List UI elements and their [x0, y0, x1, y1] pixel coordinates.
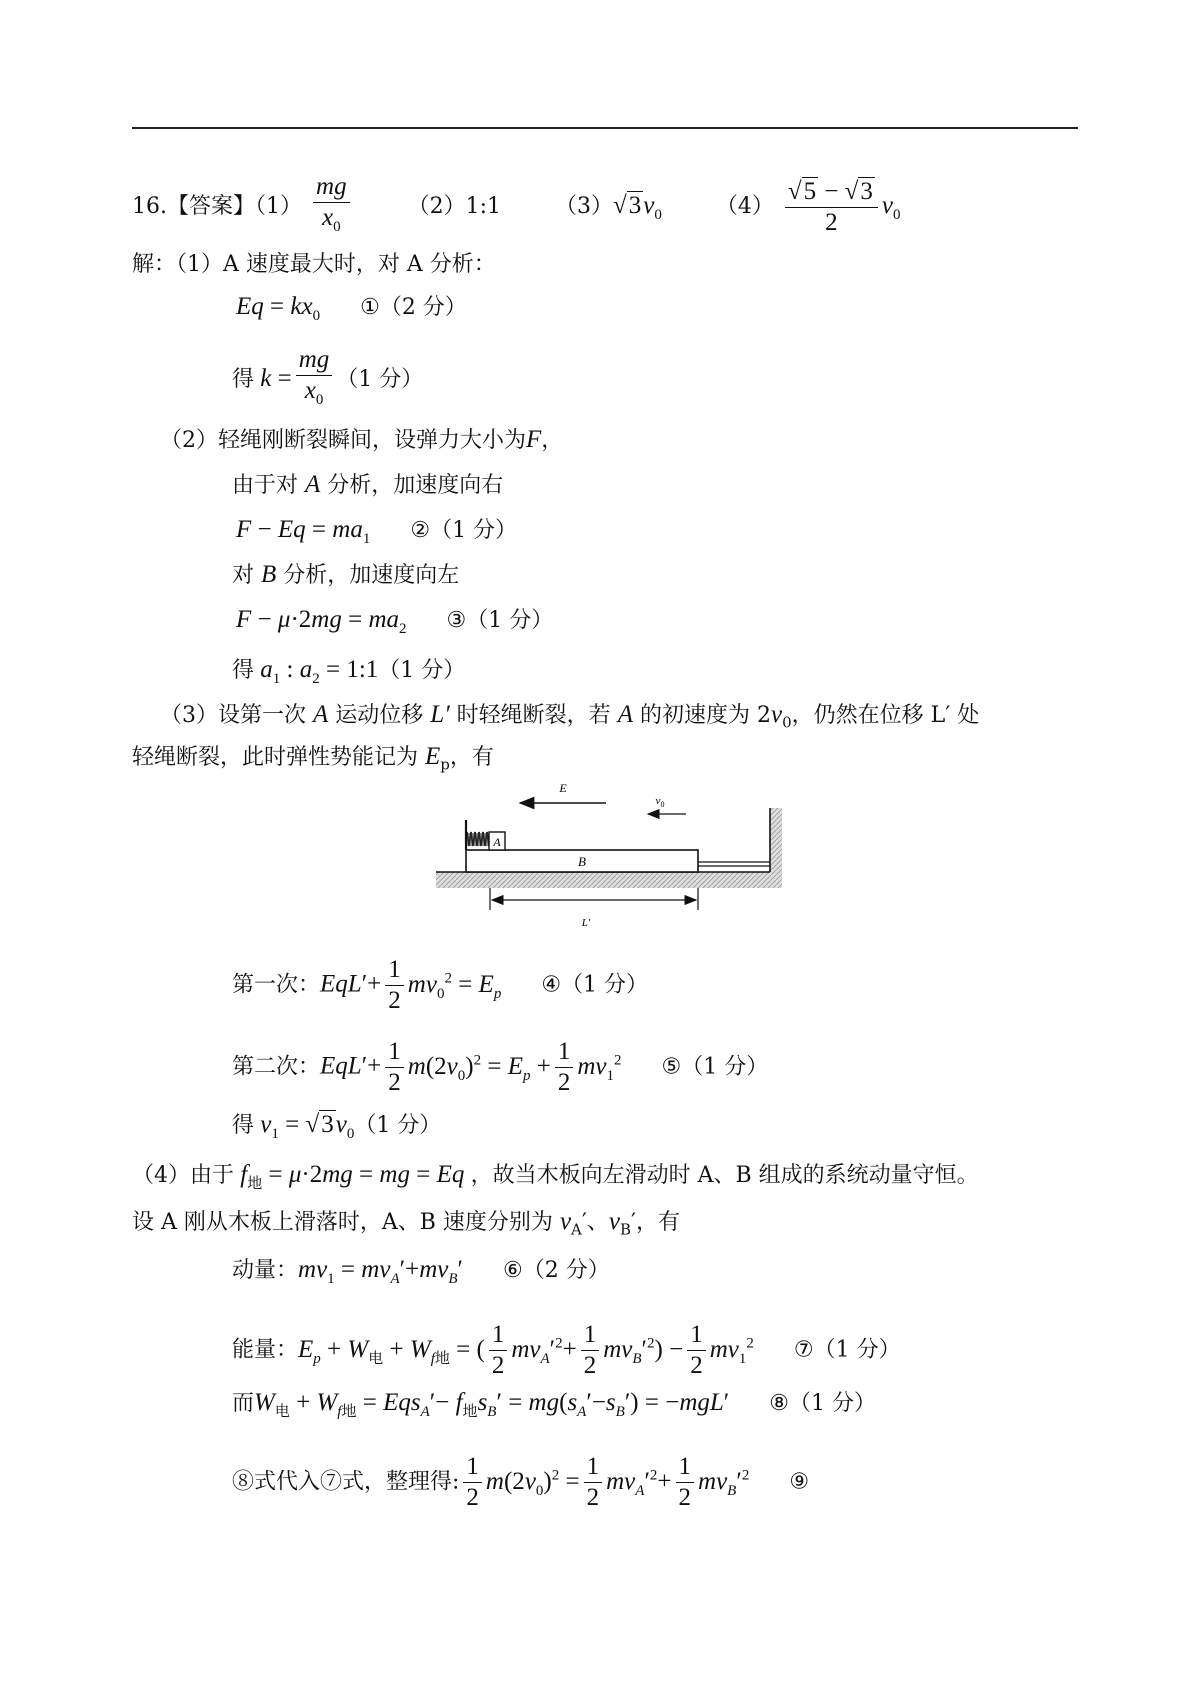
equation-ratio: 得 $a_1$ : $a_2$ = 1:1（1 分）: [232, 656, 466, 687]
part2-line1: （2）轻绳刚断裂瞬间，设弹力大小为F，: [160, 426, 564, 453]
header-rule: [132, 127, 1078, 129]
equation-8: 而$W_电 + W_{f地} = Eqs_A'- f_地s_B' = mg(s_A'-s_B') = -mgL'$ ⑧（1 分）: [232, 1389, 876, 1420]
label-l: L′: [581, 917, 591, 928]
equation-3: $F - \mu\cdot 2mg = ma_2$ ③（1 分）: [236, 606, 554, 637]
label-v0: $v_0$: [655, 795, 665, 809]
answer-3: $√3v_0$: [612, 192, 662, 223]
part4-line1: （4）由于 $f_地 = \mu\cdot 2mg$ = mg = Eq ，故当木板向左滑动时 A、B 组成的系统动量守恒。: [132, 1161, 979, 1192]
ground: [436, 872, 770, 888]
equation-7: 能量：$E_p + W_电 + W_{f地}$ = ( $\frac{1}{2}$ $mv_A'^2+$ $\frac{1}{2}$ $mv_B'^2$) − $\frac{1}{2}$ $mv_1^2$ ⑦（1 分）: [232, 1321, 901, 1379]
part3-line1: （3）设第一次 A 运动位移 L′ 时轻绳断裂，若 A 的初速度为 $2v_0$，仍然在位移 L′ 处: [160, 701, 980, 732]
answer-line: 16.【答案】（1） $\frac{mg}{x_0}$ （2）1:1 $(3)√3v_0$ （4） $\frac{√5 - √3}{2}$ $v_0$: [132, 172, 901, 242]
equation-2: $F - Eq = ma_1$ ②（1 分）: [236, 516, 518, 547]
equation-5: 第二次：EqL′+ $\frac{1}{2}$ $m(2v_0)^2 = E_p$ + $\frac{1}{2}$ $mv_1^2$ ⑤（1 分）: [232, 1038, 769, 1096]
equation-6: 动量：$mv_1 = mv_A'+mv_B'$ ⑥（2 分）: [232, 1256, 610, 1287]
right-wall: [770, 808, 782, 888]
part3-line2: 轻绳断裂，此时弹性势能记为 $E_p$，有: [132, 743, 494, 774]
equation-v1: 得 $v_1 = √3v_0(1$ 分）: [232, 1111, 442, 1142]
equation-k: 得 k = $\frac{mg}{x_0}$ （1 分）: [232, 346, 424, 408]
equation-1: $Eq = kx_0$ ①（2 分）: [236, 293, 467, 324]
part4-line2: 设 A 刚从木板上滑落时，A、B 速度分别为 $v_A'$、$v_B'$，有: [132, 1208, 681, 1239]
part2-line2: 由于对 A 分析，加速度向右: [232, 471, 504, 498]
equation-9: ⑧式代入⑦式，整理得: $\frac{1}{2}$ $m(2v_0)^2$ = $\frac{1}{2}$ $mv_A'^2+$ $\frac{1}{2}$ $mv_B'^2$ ⑨: [232, 1453, 810, 1511]
solution-intro: 解：（1）A 速度最大时，对 A 分析：: [132, 252, 496, 277]
spring: [467, 832, 489, 846]
equation-4: 第一次：EqL′+ $\frac{1}{2}$ $mv_0^2 = E_p$ ④（1 分）: [232, 956, 649, 1014]
label-b: B: [578, 854, 586, 869]
question-number: 16.: [132, 194, 167, 219]
part2-line3: 对 B 分析，加速度向左: [232, 561, 460, 588]
answer-2: 1:1: [465, 194, 501, 219]
answer-label: 【答案】: [167, 194, 256, 219]
answer-4-fraction: $\frac{√5 - √3}{2}$: [785, 177, 878, 238]
label-e: E: [559, 781, 567, 795]
board-diagram: [436, 780, 782, 928]
answer-1-fraction: $\frac{mg}{x_0}$: [313, 172, 350, 242]
label-a: A: [493, 835, 501, 849]
